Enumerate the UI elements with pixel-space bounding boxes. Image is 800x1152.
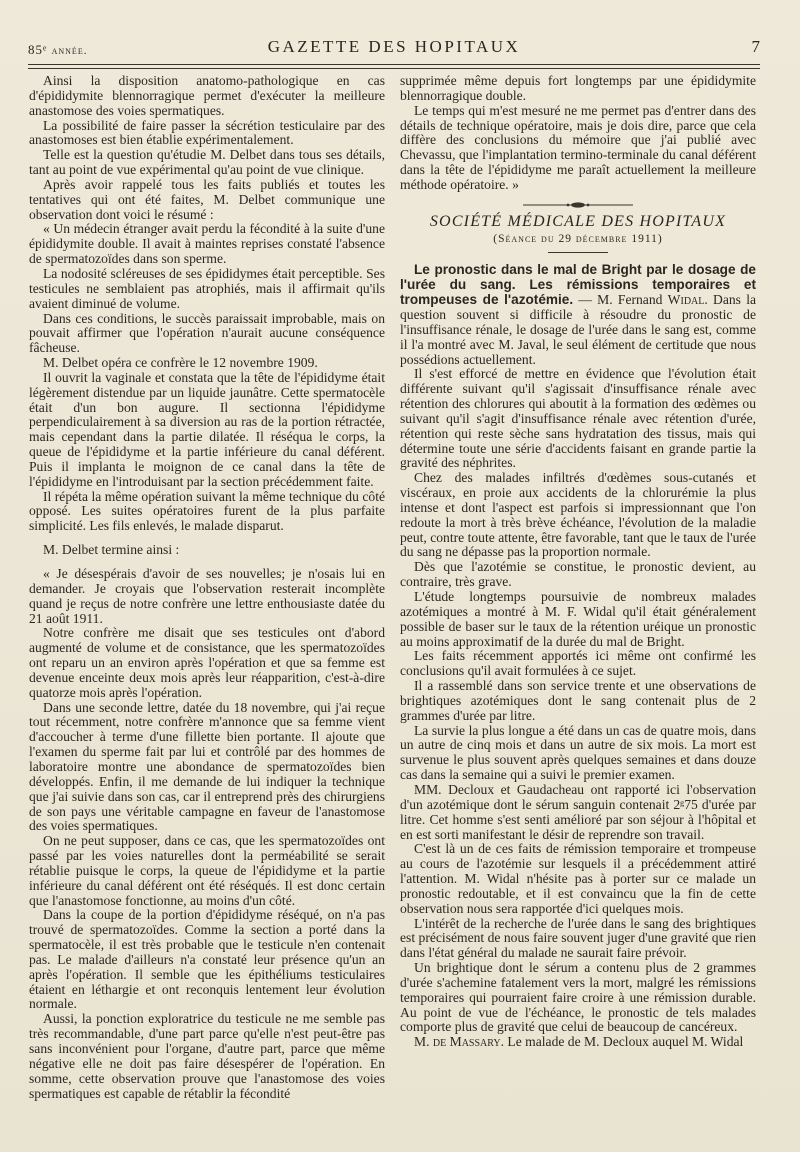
paragraph: L'étude longtemps poursuivie de nombreux malades azotémiques a montré à M. F. Widal qu'il était généralement possible de baser sur le taux de la rétention uréique un pronostic au moins approximatif de la durée du mal de Bright.: [400, 589, 756, 649]
paragraph: La possibilité de faire passer la sécrétion testiculaire par des anastomoses est bien établie expérimentalement.: [29, 117, 385, 148]
section-title: SOCIÉTÉ MÉDICALE DES HOPITAUX: [429, 212, 727, 230]
paragraph: M. Delbet termine ainsi :: [43, 542, 180, 558]
paragraph: supprimée même depuis fort longtemps par une épididymite blennorragique double.: [400, 73, 756, 103]
paragraph: Il ouvrit la vaginale et constata que la tête de l'épididyme était légèrement distendue par un liquide jaunâtre. Cette spermatocèle était d'un bon augure. Il sectionna l'épididyme perpendiculairement à sa diversion au ras de la portion rétractée, mais cependant dans la partie dilatée. Il réséqua le corps, la queue de l'épididyme et la partie inférieure du canal déférent. Puis il implanta le moignon de ce canal dans la tête de l'épididyme en l'introduisant par la section précédemment faite.: [29, 369, 385, 489]
issue-number: 85ᵉ: [28, 42, 48, 57]
lead-author: Widal.: [667, 292, 708, 308]
header-rule-thin: [28, 68, 760, 69]
page-number: 7: [751, 37, 760, 56]
section-subtitle: [400, 232, 756, 247]
left-column: [29, 74, 385, 1101]
paragraph: MM. Decloux et Gaudacheau ont rapporté ici l'observation d'un azotémique dont le sérum sanguin contenait 2ᵍ75 d'urée par litre. Cet homme s'est senti amélioré par son séjour à l'hôpital et en est sorti manifestant le désir de reprendre son travail.: [400, 781, 756, 842]
lead-author-prefix: — M. Fernand: [573, 292, 668, 308]
paragraph: L'intérêt de la recherche de l'urée dans le sang des brightiques est précisément de nous faire souvent juger d'une gravité que rien dans l'état général du malade ne saurait faire prévoir.: [400, 915, 756, 961]
article-headline: Le pronostic dans le mal de Bright par le dosage de l'urée du sang. Les rémissions temporaires et trompeuses de l'azotémie.: [400, 262, 756, 308]
paragraph: « Je désespérais d'avoir de ses nouvelles; je n'osais lui en demander. Je croyais que l'observation resterait incomplète quand je reçus de notre confrère une lettre enthousiaste datée du 21 août 1911.: [29, 566, 385, 626]
paragraph: Dans une seconde lettre, datée du 18 novembre, qui j'ai reçue tout récemment, notre confrère m'annonce que sa femme vient d'accoucher à terme d'une fillette bien portante. Il ajoute que l'examen du sperme fait par lui et contrôlé par des hommes de laboratoire montre une abondance de spermatozoïdes bien développés. Enfin, il me demande de lui indiquer la technique que j'ai suivie dans son cas, car il entreprend près des chirurgiens de son pays une véritable campagne en faveur de l'anastomose des voies spermatiques.: [29, 699, 385, 834]
paragraph: Notre confrère me disait que ses testicules ont d'abord augmenté de volume et de consistance, que les spermatozoïdes ont reparu un an environ après l'opération et que sa femme est devenue enceinte deux mois après leur réapparition, c'est-à-dire quatorze mois après l'opération.: [29, 625, 385, 700]
last-speaker: de Massary.: [432, 1034, 505, 1050]
lead-rest: Dans la question souvent si difficile à résoudre du pronostic de l'insuffisance rénale, le dosage de l'urée dans le sang est, comme il l'a montré avec M. Javal, le seul élément de certitude que nous possédions actuellement.: [400, 292, 757, 367]
paragraph: C'est là un de ces faits de rémission temporaire et trompeuse au cours de l'azotémie sur lesquels il a précédemment attiré l'attention. M. Widal n'hésite pas à porter sur ce malade un pronostic redoutable, et il est convaincu que la fin de cette observation nous sera rapportée d'ici quelques mois.: [400, 841, 756, 916]
subtitle-paren: (: [493, 232, 499, 245]
subtitle-seance: Séance du: [498, 232, 555, 245]
paragraph: Chez des malades infiltrés d'œdèmes sous-cutanés et viscéraux, en proie aux accidents de la chlorurémie la plus intense et dont l'aspect est parfois si impressionnant que l'on redoute la mort à très brève échéance, l'évolution de la maladie peut, contre toute attente, être favorable, tant que le taux de l'urée du sang ne dépasse pas la proportion normale.: [400, 470, 756, 560]
paragraph: Telle est la question qu'étudie M. Delbet dans tous ses détails, tant au point de vue expérimental qu'au point de vue clinique.: [29, 147, 385, 178]
paragraph: M. Delbet opéra ce confrère le 12 novembre 1909.: [43, 355, 318, 371]
article-lead: [400, 263, 756, 367]
paragraph: Dès que l'azotémie se constitue, le pronostic devient, au contraire, très grave.: [400, 559, 756, 590]
last-prefix: M.: [414, 1034, 433, 1050]
paragraph: Dans ces conditions, le succès paraissait improbable, mais on pouvait affirmer que l'opération n'aurait aucune conséquence fâcheuse.: [29, 310, 385, 356]
paragraph: On ne peut supposer, dans ce cas, que les spermatozoïdes ont passé par les voies naturelles dont la perméabilité se serait rétablie puisque le corps, la queue de l'épididyme et la partie inférieure du canal déférent ont été réséqués. Il est donc certain que l'anastomose fonctionne, au moins d'un côté.: [29, 833, 385, 908]
last-rest: Le malade de M. Decloux auquel M. Widal: [504, 1034, 744, 1050]
paragraph: La nodosité scléreuses de ses épididymes était perceptible. Ses testicules ne semblaient pas atrophiés, mais il affirmait qu'ils avaient diminué de volume.: [29, 265, 385, 311]
paragraph: Ainsi la disposition anatomo-pathologique en cas d'épididymite blennorragique permet d'exécuter la meilleure anastomose des voies spermatiques.: [29, 73, 385, 118]
running-head: [28, 34, 760, 60]
subtitle-year: 1911): [631, 232, 663, 245]
paragraph: Il s'est efforcé de mettre en évidence que l'évolution était différente suivant qu'il s'agissait d'insuffisance rénale avec rétention des chlorures qui aboutit à la formation des œdèmes ou suivant qu'il s'agit d'insuffisance rénale avec rétention d'urée, rétention qui reste sèche sans hydratation des tissus, mais qui détermine toute une série d'accidents faisant en grande partie la gravité des néphrites.: [400, 366, 756, 471]
right-column: [400, 74, 756, 1050]
ornament-divider-icon: [523, 201, 633, 209]
paragraph: Le temps qui m'est mesuré ne me permet pas d'entrer dans des détails de technique opératoire, mais je dois dire, parce que cela diffère des conclusions du mémoire que j'ai publié avec Chevassu, que l'implantation termino-terminale du canal déférent dans la tête de l'épididyme me paraît actuellement la meilleure méthode opératoire. »: [400, 102, 756, 192]
paragraph: Il a rassemblé dans son service trente et une observations de brightiques azotémiques dont le sang contenait plus de 2 grammes d'urée par litre.: [400, 678, 756, 723]
paragraph: « Un médecin étranger avait perdu la fécondité à la suite d'une épididymite double. Il avait à maintes reprises constaté l'absence de spermatozoïdes dans son sperme.: [29, 221, 385, 267]
paragraph: Un brightique dont le sérum a contenu plus de 2 grammes d'urée s'achemine fatalement vers la mort, malgré les rémissions temporaires qui pourraient faire croire à une rémission durable. Au point de vue de l'échéance, le pronostic de tels malades comporte plus de gravité que celui de beaucoup de cancéreux.: [400, 960, 756, 1035]
paragraph: La survie la plus longue a été dans un cas de quatre mois, dans un autre de cinq mois et dans un autre de six mois. La mort est survenue le plus souvent après quelques semaines et dans douze cas dans la semaine qui a suivi le premier examen.: [400, 722, 756, 783]
paragraph: Après avoir rappelé tous les faits publiés et toutes les tentatives qui ont été faites, M. Delbet communique une observation dont voici le résumé :: [29, 176, 385, 222]
paragraph: Dans la coupe de la portion d'épididyme réséqué, on n'a pas trouvé de spermatozoïdes. Comme la section a porté dans la spermatocèle, il est très probable que le testicule n'en contenait pas. Le malade d'ailleurs n'a constaté leur présence qu'un an après l'opération. Il semble que les épithéliums testiculaires étaient en léthargie et ont reconquis lentement leur évolution normale.: [29, 907, 385, 1012]
paragraph: Aussi, la ponction exploratrice du testicule ne me semble pas très recommandable, d'une part parce qu'elle n'est peut-être pas sans inconvénient pour l'organe, d'autre part, parce que même négative elle ne doit pas faire désespérer de l'opération. En somme, cette observation prouve que l'anastomose des voies spermatiques est capable de rétablir la fécondité: [29, 1011, 385, 1101]
header-rule-thick: [28, 64, 760, 65]
journal-title: GAZETTE DES HOPITAUX: [267, 37, 521, 56]
paragraph: Il répéta la même opération suivant la même technique du côté opposé. Les suites opératoires furent de la plus parfaite simplicité. Les fils enlevés, le malade disparut.: [29, 488, 385, 534]
subtitle-month: décembre: [575, 232, 628, 245]
paragraph: Les faits récemment apportés ici même ont confirmé les conclusions qu'il avait formulées à ce sujet.: [400, 648, 756, 679]
issue-word: année.: [51, 45, 88, 57]
last-paragraph: [400, 1035, 756, 1050]
section-rule: [548, 252, 608, 253]
subtitle-date: 29: [558, 232, 572, 245]
